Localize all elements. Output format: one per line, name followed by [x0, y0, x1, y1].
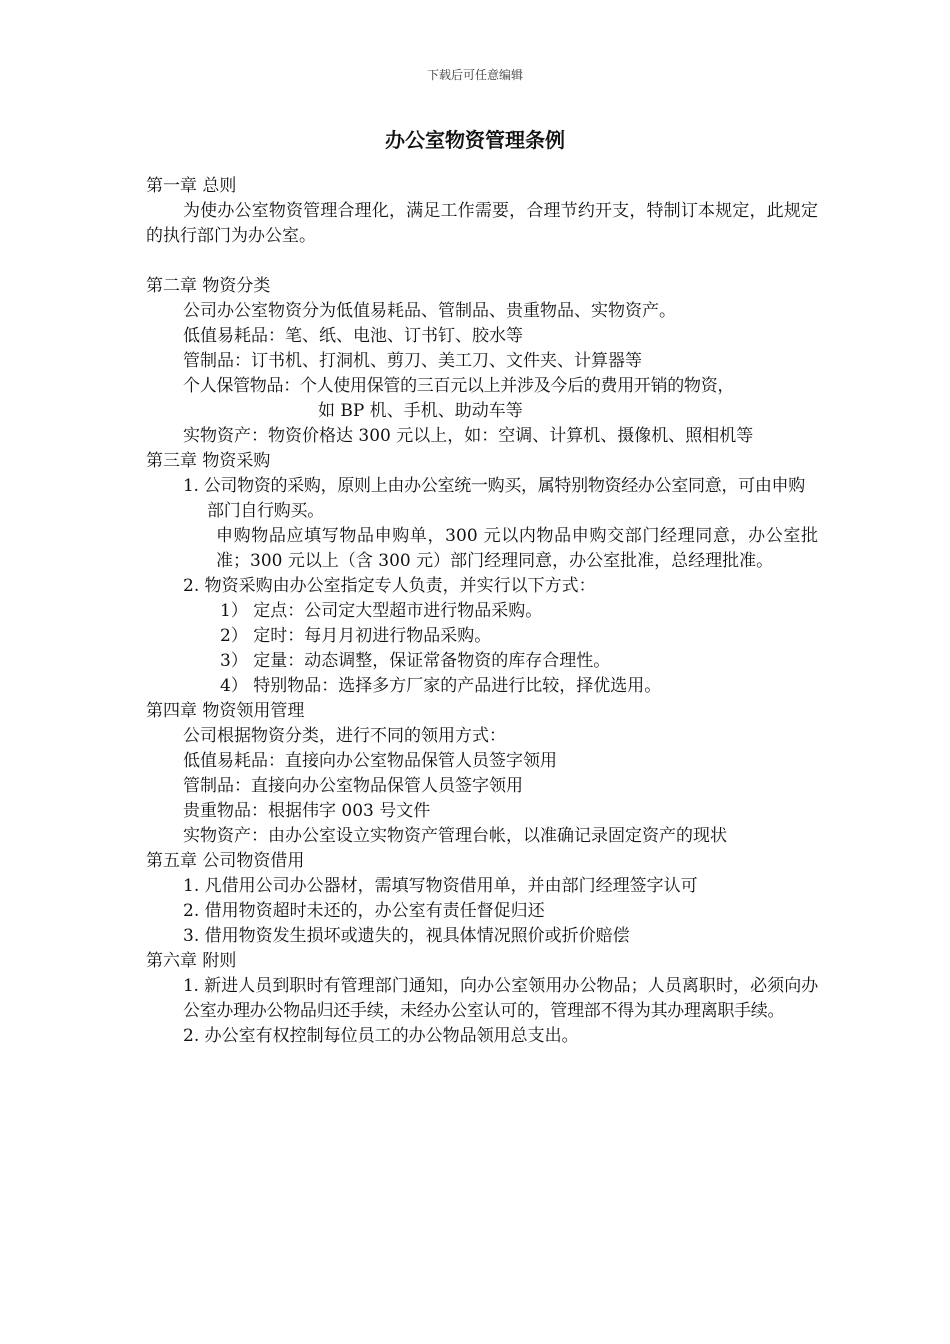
- chapter-5-item: 1. 凡借用公司办公器材，需填写物资借用单，并由部门经理签字认可: [183, 876, 698, 896]
- chapter-3-sub-item: 4） 特别物品：选择多方厂家的产品进行比较，择优选用。: [220, 676, 662, 696]
- chapter-2-para: 如 BP 机、手机、助动车等: [318, 401, 523, 421]
- chapter-3-sub-item: 3） 定量：动态调整，保证常备物资的库存合理性。: [220, 651, 611, 671]
- chapter-2-para: 个人保管物品：个人使用保管的三百元以上并涉及今后的费用开销的物资，: [183, 376, 735, 396]
- chapter-4-para: 低值易耗品：直接向办公室物品保管人员签字领用: [183, 751, 557, 771]
- chapter-2-para: 管制品：订书机、打洞机、剪刀、美工刀、文件夹、计算器等: [183, 351, 642, 371]
- chapter-6-heading: 第六章 附则: [146, 951, 237, 971]
- chapter-4-para: 管制品：直接向办公室物品保管人员签字领用: [183, 776, 523, 796]
- document-body: [146, 174, 818, 1049]
- header-note: 下载后可任意编辑: [426, 68, 523, 82]
- chapter-5-heading: 第五章 公司物资借用: [146, 851, 305, 871]
- chapter-2-para: 低值易耗品：笔、纸、电池、订书钉、胶水等: [183, 326, 523, 346]
- chapter-1-heading: 第一章 总则: [146, 176, 237, 196]
- chapter-4-para: 公司根据物资分类，进行不同的领用方式：: [183, 726, 506, 746]
- chapter-4-para: 贵重物品：根据伟字 003 号文件: [183, 801, 431, 821]
- chapter-1-para: 为使办公室物资管理合理化，满足工作需要，合理节约开支，特制订本规定，此规定的执行部门为办公室。: [146, 201, 818, 246]
- chapter-2-para: 实物资产：物资价格达 300 元以上，如：空调、计算机、摄像机、照相机等: [183, 426, 754, 446]
- chapter-6-item: 2. 办公室有权控制每位员工的办公物品领用总支出。: [183, 1026, 579, 1046]
- chapter-3-sub-item: 1） 定点：公司定大型超市进行物品采购。: [220, 601, 543, 621]
- chapter-5-item: 3. 借用物资发生损坏或遗失的，视具体情况照价或折价赔偿: [183, 926, 630, 946]
- chapter-3-item-1: 1. 公司物资的采购，原则上由办公室统一购买，属特别物资经办公室同意，可由申购部门自行购买。: [183, 476, 805, 521]
- chapter-5-item: 2. 借用物资超时未还的，办公室有责任督促归还: [183, 901, 545, 921]
- document-title: 办公室物资管理条例: [385, 128, 565, 152]
- chapter-3-item-2: 2. 物资采购由办公室指定专人负责，并实行以下方式：: [183, 576, 596, 596]
- chapter-4-heading: 第四章 物资领用管理: [146, 701, 305, 721]
- spacer: [146, 249, 818, 274]
- chapter-3-sub-item: 2） 定时：每月月初进行物品采购。: [220, 626, 492, 646]
- chapter-6-item: 1. 新进人员到职时有管理部门通知，向办公室领用办公物品；人员离职时，必须向办公室办理办公物品归还手续，未经办公室认可的，管理部不得为其办理离职手续。: [183, 976, 818, 1021]
- chapter-2-heading: 第二章 物资分类: [146, 276, 271, 296]
- chapter-3-item-1-detail: 申购物品应填写物品申购单，300 元以内物品申购交部门经理同意，办公室批准；300 元以上（含 300 元）部门经理同意，办公室批准，总经理批准。: [216, 526, 818, 571]
- chapter-2-para: 公司办公室物资分为低值易耗品、管制品、贵重物品、实物资产。: [183, 301, 676, 321]
- chapter-4-para: 实物资产：由办公室设立实物资产管理台帐，以准确记录固定资产的现状: [183, 826, 727, 846]
- chapter-3-heading: 第三章 物资采购: [146, 451, 271, 471]
